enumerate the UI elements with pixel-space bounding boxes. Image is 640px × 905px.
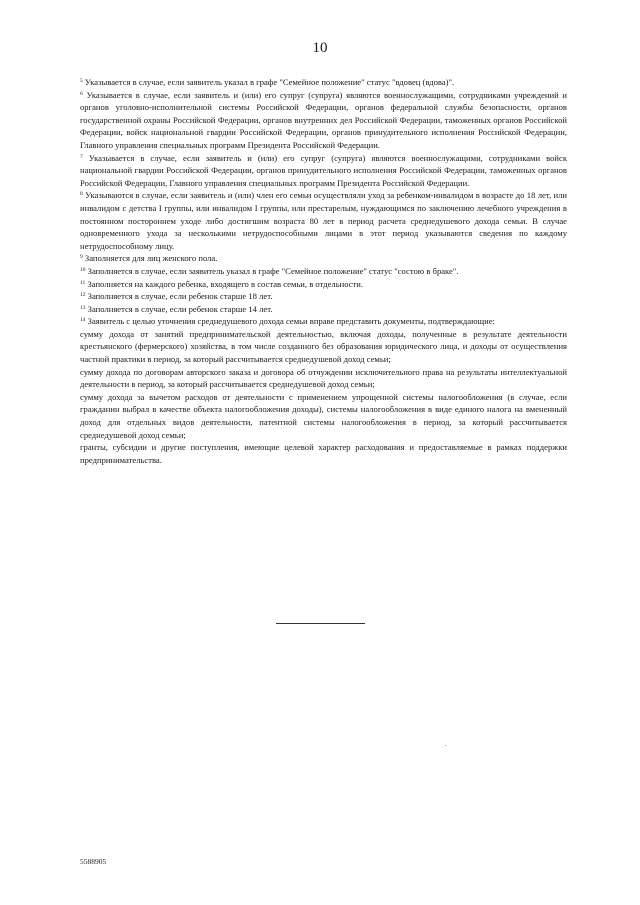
- footnote-mark: 12: [80, 292, 86, 299]
- footnote-mark: 7: [80, 153, 83, 160]
- paragraph-grants-subsidies: гранты, субсидии и другие поступления, имеющие целевой характер расходования и предоставляемые в рамках поддержки предпринимательства.: [80, 442, 567, 465]
- footnote-text: Заполняется на каждого ребенка, входящего в состав семьи, в отдельности.: [87, 278, 364, 289]
- footnote-mark: 14: [80, 317, 86, 324]
- footnote-5: [80, 76, 567, 89]
- footnote-text: Заявитель с целью уточнения среднедушевого дохода семьи вправе представить документы, подтверждающие:: [87, 316, 495, 327]
- footnote-mark: 6: [80, 90, 83, 97]
- footnote-6: [80, 89, 567, 152]
- footnote-12: [80, 290, 567, 303]
- footnote-text: Заполняется в случае, если ребенок старше 18 лет.: [87, 291, 273, 302]
- footnote-text: Указываются в случае, если заявитель и (или) член его семьи осуществляли уход за ребенком-инвалидом в возрасте до 18 лет, или инвалидом с детства I группы, или инвалидом I группы, или престарелым, нуждающимся по заключению лечебного учреждения в постоянном постороннем уходе либо достигшим возраста 80 лет в период расчета среднедушевого дохода семьи. В случае одновременного ухода за несколькими нетрудоспособными лицами в этот период указываются сведения по каждому нетрудоспособному лицу.: [80, 190, 567, 251]
- footnote-mark: 5: [80, 78, 83, 84]
- page-number: 10: [312, 40, 328, 56]
- paragraph-business-income: сумму дохода от занятий предпринимательской деятельностью, включая доходы, полученные в результате деятельности крестьянского (фермерского) хозяйства, в том числе созданного без образования юридического лица, и доходы от осуществления частной практики в период, за который рассчитывается среднедушевой доход семьи;: [80, 328, 567, 365]
- footnote-7: [80, 152, 567, 190]
- footnote-10: [80, 265, 567, 278]
- footnote-text: Указывается в случае, если заявитель и (или) его супруг (супруга) являются военнослужащими, сотрудниками учреждений и органов уголовно-исполнительной системы Российской Федерации, органов федеральной службы безопасности, органов государственной охраны Российской Федерации, органов внутренних дел Российской Федерации, таможенных органов Российской Федерации, войск национальной гвардии Российской Федерации, органов принудительного исполнения Российской Федерации, Главного управления специальных программ Президента Российской Федерации.: [80, 89, 567, 150]
- footnote-text: Заполняется для лиц женского пола.: [84, 253, 218, 264]
- footnote-mark: 10: [80, 266, 86, 273]
- footnote-text: Заполняется в случае, если заявитель указал в графе "Семейное положение" статус "состою в браке".: [87, 265, 459, 276]
- footnote-mark: 13: [80, 304, 86, 311]
- document-id: 5588905: [80, 857, 107, 866]
- footnote-13: [80, 303, 567, 316]
- paragraph-author-contract-income: сумму дохода по договорам авторского заказа и договора об отчуждении исключительного права на результаты интеллектуальной деятельности в период, за который рассчитывается среднедушевой доход семьи;: [80, 366, 567, 390]
- footnote-text: Указывается в случае, если заявитель указал в графе "Семейное положение" статус "вдовец (вдова)".: [84, 77, 455, 87]
- end-separator-line: [276, 623, 365, 624]
- footnote-8: [80, 189, 567, 252]
- footnote-mark: 11: [80, 279, 86, 286]
- footnote-mark: 8: [80, 191, 83, 198]
- paragraph-simplified-tax-income: сумму дохода за вычетом расходов от деятельности с применением упрощенной системы налогообложения (в случае, если гражданин выбрал в качестве объекта налогообложения доходы), системы налогообложения в виде единого налога на вмененный доход для отдельных видов деятельности, патентной системы налогообложения в период, за который рассчитывается среднедушевой доход семьи;: [80, 391, 567, 440]
- footnotes-block: [80, 76, 567, 466]
- scan-speck: [445, 745, 446, 746]
- footnote-9: [80, 252, 567, 265]
- footnote-mark: 9: [80, 254, 83, 261]
- footnote-text: Указывается в случае, если заявитель и (или) его супруг (супруга) являются военнослужащими, сотрудниками войск национальной гвардии Российской Федерации, органов принудительного исполнения Российской Федерации, таможенных органов Российской Федерации, Главного управления специальных программ Президента Российской Федерации.: [80, 152, 567, 188]
- footnote-text: Заполняется в случае, если ребенок старше 14 лет.: [87, 303, 273, 314]
- footnote-14: [80, 315, 567, 328]
- footnote-11: [80, 278, 567, 291]
